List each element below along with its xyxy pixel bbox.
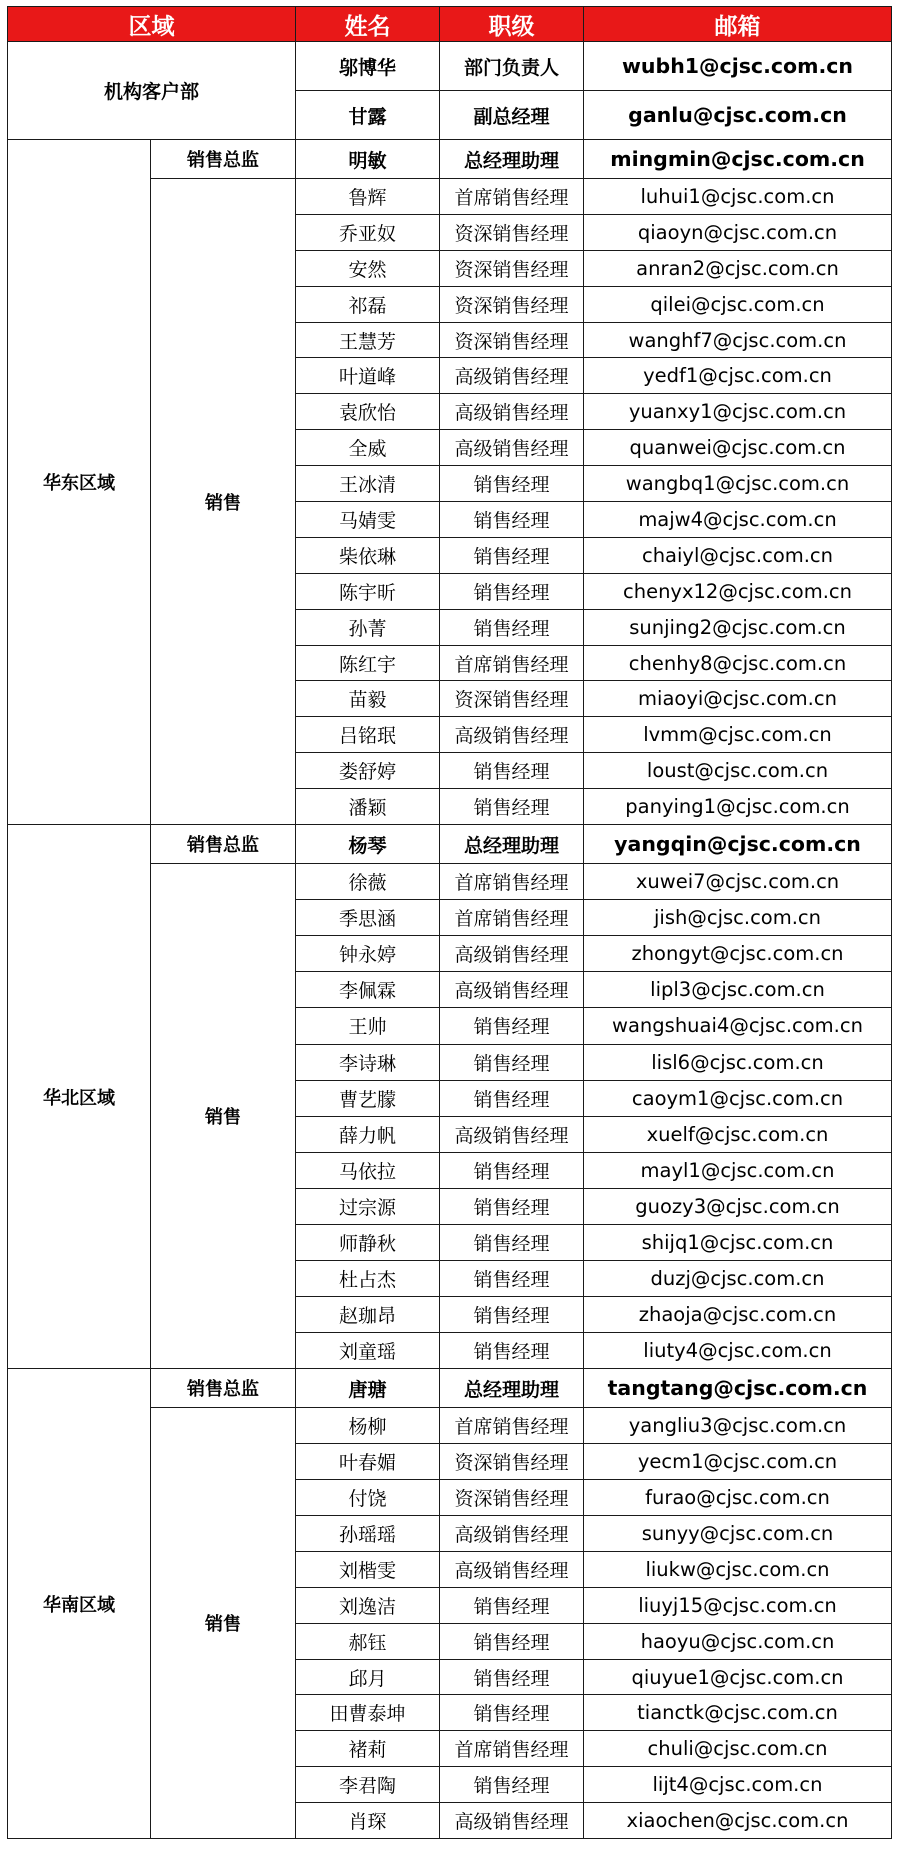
person-title: 销售经理	[440, 502, 584, 538]
person-email: xiaochen@cjsc.com.cn	[584, 1803, 892, 1839]
person-email: chuli@cjsc.com.cn	[584, 1731, 892, 1767]
person-email: yecm1@cjsc.com.cn	[584, 1444, 892, 1480]
person-name: 赵珈昂	[296, 1297, 440, 1333]
person-name: 杨琴	[296, 825, 440, 864]
person-title: 销售经理	[440, 789, 584, 825]
person-title: 销售经理	[440, 573, 584, 609]
person-name: 袁欣怡	[296, 394, 440, 430]
person-name: 季思涵	[296, 900, 440, 936]
person-email: qiaoyn@cjsc.com.cn	[584, 214, 892, 250]
person-title: 高级销售经理	[440, 1116, 584, 1152]
person-title: 高级销售经理	[440, 358, 584, 394]
person-name: 李佩霖	[296, 972, 440, 1008]
person-title: 销售经理	[440, 1333, 584, 1369]
person-email: liuty4@cjsc.com.cn	[584, 1333, 892, 1369]
header-email: 邮箱	[584, 7, 892, 42]
person-email: yedf1@cjsc.com.cn	[584, 358, 892, 394]
person-title: 总经理助理	[440, 825, 584, 864]
person-name: 李君陶	[296, 1767, 440, 1803]
person-name: 郝钰	[296, 1623, 440, 1659]
person-name: 陈宇昕	[296, 573, 440, 609]
person-title: 副总经理	[440, 91, 584, 140]
person-name: 鲁辉	[296, 179, 440, 215]
person-title: 销售经理	[440, 1587, 584, 1623]
region-name: 华北区域	[8, 825, 151, 1369]
person-email: chaiyl@cjsc.com.cn	[584, 537, 892, 573]
table-row	[8, 1369, 892, 1408]
person-email: furao@cjsc.com.cn	[584, 1480, 892, 1516]
person-name: 明敏	[296, 140, 440, 179]
person-name: 徐薇	[296, 864, 440, 900]
person-name: 杨柳	[296, 1408, 440, 1444]
position-label: 销售总监	[151, 140, 296, 179]
header-row	[8, 7, 892, 42]
person-title: 销售经理	[440, 1659, 584, 1695]
header-title: 职级	[440, 7, 584, 42]
person-email: duzj@cjsc.com.cn	[584, 1261, 892, 1297]
person-email: sunyy@cjsc.com.cn	[584, 1516, 892, 1552]
person-name: 孙瑶瑶	[296, 1516, 440, 1552]
person-email: qilei@cjsc.com.cn	[584, 286, 892, 322]
person-name: 褚莉	[296, 1731, 440, 1767]
person-name: 叶道峰	[296, 358, 440, 394]
person-name: 乔亚奴	[296, 214, 440, 250]
person-name: 付饶	[296, 1480, 440, 1516]
person-name: 邬博华	[296, 42, 440, 91]
person-title: 总经理助理	[440, 1369, 584, 1408]
person-title: 销售经理	[440, 753, 584, 789]
table-row	[8, 825, 892, 864]
person-name: 马依拉	[296, 1152, 440, 1188]
person-name: 王帅	[296, 1008, 440, 1044]
person-email: wubh1@cjsc.com.cn	[584, 42, 892, 91]
person-title: 销售经理	[440, 1297, 584, 1333]
person-name: 祁磊	[296, 286, 440, 322]
person-email: xuwei7@cjsc.com.cn	[584, 864, 892, 900]
position-label: 销售总监	[151, 1369, 296, 1408]
person-title: 资深销售经理	[440, 250, 584, 286]
person-email: luhui1@cjsc.com.cn	[584, 179, 892, 215]
person-title: 销售经理	[440, 609, 584, 645]
person-email: tangtang@cjsc.com.cn	[584, 1369, 892, 1408]
person-email: liukw@cjsc.com.cn	[584, 1551, 892, 1587]
person-email: majw4@cjsc.com.cn	[584, 502, 892, 538]
person-email: qiuyue1@cjsc.com.cn	[584, 1659, 892, 1695]
person-email: wangbq1@cjsc.com.cn	[584, 466, 892, 502]
person-email: wangshuai4@cjsc.com.cn	[584, 1008, 892, 1044]
person-title: 资深销售经理	[440, 1444, 584, 1480]
person-title: 销售经理	[440, 1695, 584, 1731]
person-name: 肖琛	[296, 1803, 440, 1839]
person-name: 唐瑭	[296, 1369, 440, 1408]
person-email: chenhy8@cjsc.com.cn	[584, 645, 892, 681]
person-title: 销售经理	[440, 466, 584, 502]
person-name: 叶春媚	[296, 1444, 440, 1480]
person-title: 首席销售经理	[440, 1408, 584, 1444]
person-name: 马婧雯	[296, 502, 440, 538]
person-title: 高级销售经理	[440, 394, 584, 430]
person-name: 李诗琳	[296, 1044, 440, 1080]
person-email: xuelf@cjsc.com.cn	[584, 1116, 892, 1152]
table-row	[8, 140, 892, 179]
person-email: zhongyt@cjsc.com.cn	[584, 936, 892, 972]
position-label: 销售	[151, 179, 296, 825]
contact-directory-table	[7, 6, 892, 1839]
position-label: 销售	[151, 864, 296, 1369]
position-label: 销售总监	[151, 825, 296, 864]
person-name: 甘露	[296, 91, 440, 140]
person-title: 销售经理	[440, 1623, 584, 1659]
person-name: 陈红宇	[296, 645, 440, 681]
person-title: 总经理助理	[440, 140, 584, 179]
person-title: 高级销售经理	[440, 1516, 584, 1552]
position-label: 销售	[151, 1408, 296, 1839]
person-title: 高级销售经理	[440, 1803, 584, 1839]
person-name: 孙菁	[296, 609, 440, 645]
person-email: loust@cjsc.com.cn	[584, 753, 892, 789]
person-title: 资深销售经理	[440, 286, 584, 322]
person-email: guozy3@cjsc.com.cn	[584, 1188, 892, 1224]
header-region: 区域	[8, 7, 296, 42]
person-email: yangqin@cjsc.com.cn	[584, 825, 892, 864]
person-name: 曹艺朦	[296, 1080, 440, 1116]
person-email: lvmm@cjsc.com.cn	[584, 717, 892, 753]
person-title: 高级销售经理	[440, 717, 584, 753]
region-name: 华东区域	[8, 140, 151, 825]
person-title: 资深销售经理	[440, 214, 584, 250]
person-email: chenyx12@cjsc.com.cn	[584, 573, 892, 609]
person-email: haoyu@cjsc.com.cn	[584, 1623, 892, 1659]
person-title: 首席销售经理	[440, 645, 584, 681]
person-name: 柴依琳	[296, 537, 440, 573]
person-email: yangliu3@cjsc.com.cn	[584, 1408, 892, 1444]
person-name: 苗毅	[296, 681, 440, 717]
directory-body	[8, 42, 892, 1839]
person-title: 首席销售经理	[440, 900, 584, 936]
person-name: 王慧芳	[296, 322, 440, 358]
person-email: quanwei@cjsc.com.cn	[584, 430, 892, 466]
person-name: 吕铭珉	[296, 717, 440, 753]
person-title: 销售经理	[440, 1080, 584, 1116]
person-title: 资深销售经理	[440, 322, 584, 358]
person-email: lijt4@cjsc.com.cn	[584, 1767, 892, 1803]
person-title: 销售经理	[440, 1188, 584, 1224]
person-title: 部门负责人	[440, 42, 584, 91]
person-name: 邱月	[296, 1659, 440, 1695]
person-title: 首席销售经理	[440, 864, 584, 900]
person-title: 高级销售经理	[440, 972, 584, 1008]
person-name: 潘颖	[296, 789, 440, 825]
person-email: panying1@cjsc.com.cn	[584, 789, 892, 825]
person-email: caoym1@cjsc.com.cn	[584, 1080, 892, 1116]
person-name: 娄舒婷	[296, 753, 440, 789]
person-title: 销售经理	[440, 1767, 584, 1803]
person-name: 安然	[296, 250, 440, 286]
person-email: jish@cjsc.com.cn	[584, 900, 892, 936]
person-title: 销售经理	[440, 1008, 584, 1044]
person-name: 钟永婷	[296, 936, 440, 972]
person-name: 全威	[296, 430, 440, 466]
person-name: 王冰清	[296, 466, 440, 502]
person-name: 薛力帆	[296, 1116, 440, 1152]
person-name: 刘楷雯	[296, 1551, 440, 1587]
person-email: lipl3@cjsc.com.cn	[584, 972, 892, 1008]
person-title: 销售经理	[440, 1152, 584, 1188]
person-title: 销售经理	[440, 537, 584, 573]
person-email: yuanxy1@cjsc.com.cn	[584, 394, 892, 430]
person-email: sunjing2@cjsc.com.cn	[584, 609, 892, 645]
person-title: 高级销售经理	[440, 936, 584, 972]
person-email: mingmin@cjsc.com.cn	[584, 140, 892, 179]
person-name: 田曹泰坤	[296, 1695, 440, 1731]
person-title: 销售经理	[440, 1261, 584, 1297]
person-email: anran2@cjsc.com.cn	[584, 250, 892, 286]
person-title: 首席销售经理	[440, 1731, 584, 1767]
department-name: 机构客户部	[8, 42, 296, 140]
region-name: 华南区域	[8, 1369, 151, 1839]
table-row	[8, 42, 892, 91]
person-email: miaoyi@cjsc.com.cn	[584, 681, 892, 717]
person-title: 资深销售经理	[440, 681, 584, 717]
person-email: zhaoja@cjsc.com.cn	[584, 1297, 892, 1333]
person-name: 刘童瑶	[296, 1333, 440, 1369]
person-title: 高级销售经理	[440, 430, 584, 466]
person-title: 销售经理	[440, 1044, 584, 1080]
person-title: 销售经理	[440, 1224, 584, 1260]
person-name: 刘逸洁	[296, 1587, 440, 1623]
person-email: mayl1@cjsc.com.cn	[584, 1152, 892, 1188]
person-name: 杜占杰	[296, 1261, 440, 1297]
person-name: 师静秋	[296, 1224, 440, 1260]
person-title: 首席销售经理	[440, 179, 584, 215]
person-title: 资深销售经理	[440, 1480, 584, 1516]
person-name: 过宗源	[296, 1188, 440, 1224]
person-email: wanghf7@cjsc.com.cn	[584, 322, 892, 358]
person-email: tianctk@cjsc.com.cn	[584, 1695, 892, 1731]
person-title: 高级销售经理	[440, 1551, 584, 1587]
person-email: ganlu@cjsc.com.cn	[584, 91, 892, 140]
person-email: liuyj15@cjsc.com.cn	[584, 1587, 892, 1623]
person-email: shijq1@cjsc.com.cn	[584, 1224, 892, 1260]
person-email: lisl6@cjsc.com.cn	[584, 1044, 892, 1080]
header-name: 姓名	[296, 7, 440, 42]
